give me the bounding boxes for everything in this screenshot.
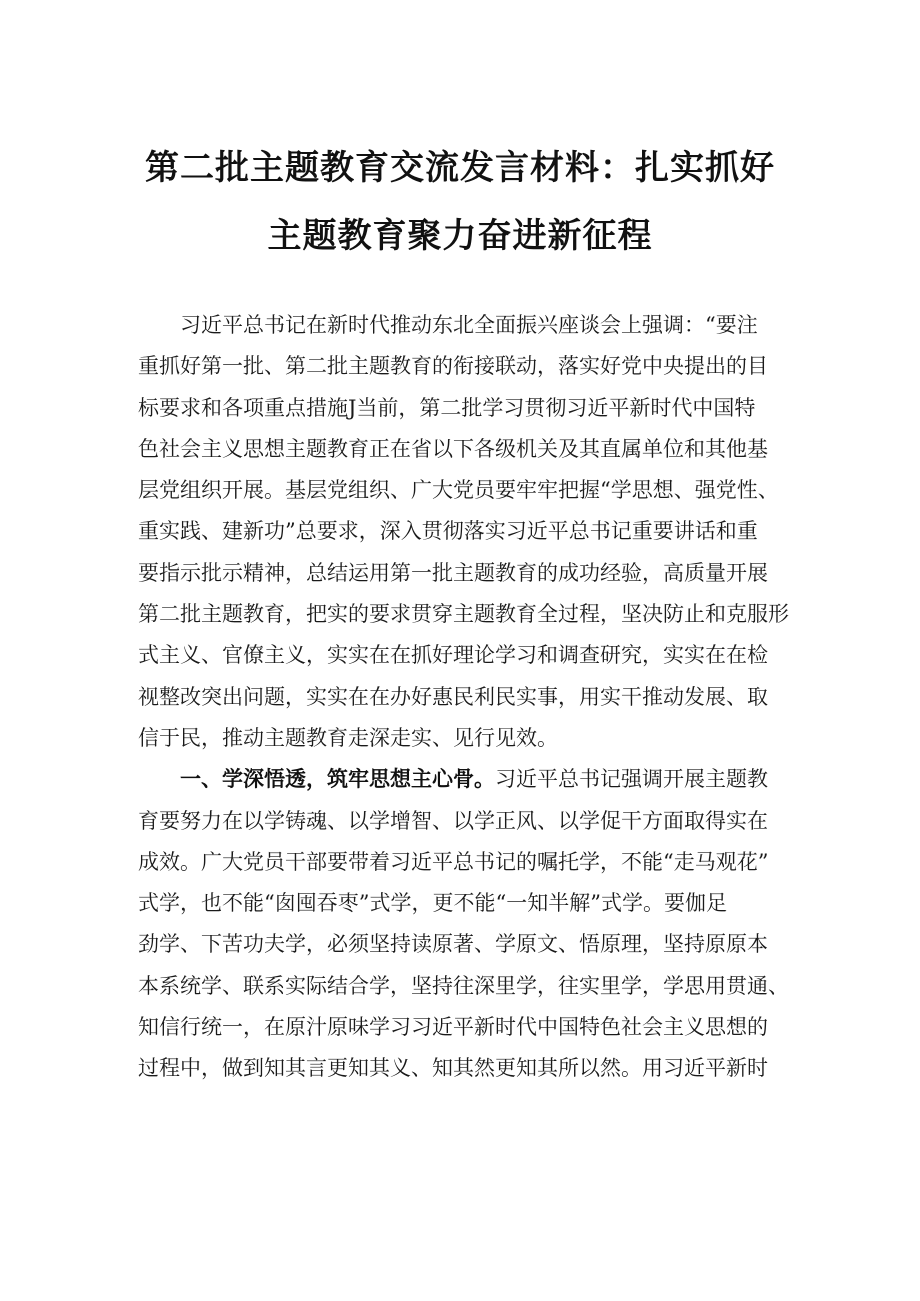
text-line: 式学，也不能“囱囤吞枣”式学，更不能“一知半解”式学。要伽足 xyxy=(138,891,727,916)
text-line: 标要求和各项重点措施J当前，第二批学习贯彻习近平新时代中国特 xyxy=(138,395,756,420)
text-line: 本系统学、联系实际结合学，坚持往深里学，往实里学，学思用贯通、 xyxy=(138,973,789,998)
paragraph-intro xyxy=(138,305,818,759)
text-line xyxy=(138,759,818,800)
text-line: 习近平总书记在新时代推动东北全面振兴座谈会上强调：“要注 xyxy=(180,313,758,337)
text-line: 重实践、建新功”总要求，深入贯彻落实习近平总书记重要讲话和重 xyxy=(138,519,758,544)
text-line: 要指示批示精神，总结运用第一批主题教育的成功经验，高质量开展 xyxy=(138,560,768,585)
text-line: 视整改突出问题，实实在在办好惠民利民实事，用实干推动发展、取 xyxy=(138,684,768,709)
text-line: 重抓好第一批、第二批主题教育的衔接联动，落实好党中央提出的目 xyxy=(138,354,768,379)
document-body xyxy=(138,305,818,1090)
text-line: 知信行统一，在原汁原味学习习近平新时代中国特色社会主义思想的 xyxy=(138,1015,768,1040)
text-line: 育要努力在以学铸魂、以学增智、以学正风、以学促干方面取得实在 xyxy=(138,808,768,833)
text-line: 劲学、下苦功夫学，必须坚持读原著、学原文、悟原理，坚持原原本 xyxy=(138,932,768,957)
text-line: 第二批主题教育，把实的要求贯穿主题教育全过程，坚决防止和克服形 xyxy=(138,602,789,627)
text-line: 色社会主义思想主题教育正在省以下各级机关及其直属单位和其他基 xyxy=(138,436,768,461)
document-title-line-1: 第二批主题教育交流发言材料：扎实抓好 xyxy=(145,148,775,188)
text-line: 过程中，做到知其言更知其义、知其然更知其所以然。用习近平新时 xyxy=(138,1056,768,1081)
section-text: 习近平总书记强调开展主题教 xyxy=(495,767,768,792)
text-line: 成效。广大党员干部要带着习近平总书记的嘱托学，不能“走马观花” xyxy=(138,849,769,874)
text-line: 式主义、官僚主义，实实在在抓好理论学习和调查研究，实实在在检 xyxy=(138,643,768,668)
section-heading: 一、学深悟透，筑牢思想主心骨。 xyxy=(180,767,495,792)
text-line: 层党组织开展。基层党组织、广大党员要牢牢把握“学思想、强党性、 xyxy=(138,478,779,503)
text-line: 信于民，推动主题教育走深走实、见行见效。 xyxy=(138,725,558,750)
document-title-line-2: 主题教育聚力奋进新征程 xyxy=(267,216,653,256)
paragraph-section-1 xyxy=(138,759,818,1089)
